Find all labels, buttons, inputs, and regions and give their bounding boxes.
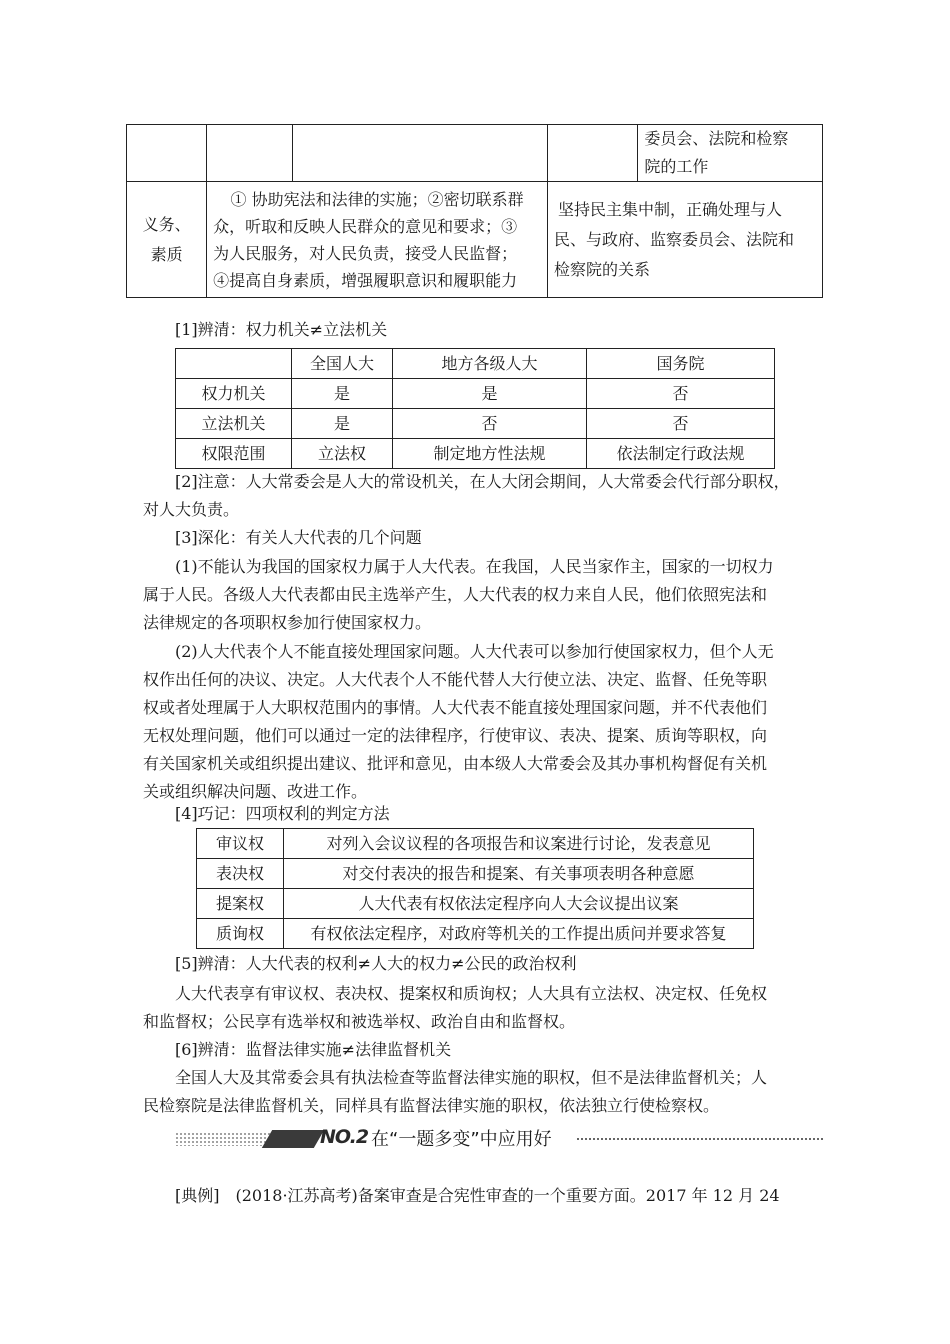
table-cell: 立法权 <box>292 439 393 469</box>
table-row <box>127 125 823 182</box>
table-cell <box>638 125 823 182</box>
section-banner <box>175 1124 825 1154</box>
table-row <box>197 919 754 949</box>
note-3-p2-line: 无权处理问题，他们可以通过一定的法律程序，行使审议、表决、提案、质询等职权，向 <box>143 726 768 745</box>
header-cell: 国务院 <box>587 349 775 379</box>
dotted-rule <box>577 1138 823 1140</box>
quality-line: 坚持民主集中制，正确处理与人 <box>557 199 782 219</box>
note-2 <box>175 468 825 496</box>
table-row <box>176 379 775 409</box>
header-cell <box>176 349 292 379</box>
compare-table <box>175 348 775 469</box>
duties-cell <box>207 182 548 298</box>
note-1-title: [1]辨清：权力机关≠立法机关 <box>175 320 388 339</box>
note-3-p2-line: 关或组织解决问题、改进工作。 <box>143 782 368 801</box>
section-number: NO.2 <box>320 1126 369 1148</box>
right-name-cell: 质询权 <box>197 919 284 949</box>
note-3-p1-line: (1)不能认为我国的国家权力属于人大代表。在我国，人民当家作主，国家的一切权力 <box>175 557 774 576</box>
quality-cell <box>547 182 822 298</box>
table-cell: 是 <box>292 379 393 409</box>
note-5-line: 和监督权；公民享有选举权和被选举权、政治自由和监督权。 <box>143 1012 576 1031</box>
table-cell: 否 <box>393 409 587 439</box>
table-row <box>197 889 754 919</box>
right-desc-cell: 有权依法定程序，对政府等机关的工作提出质问并要求答复 <box>284 919 754 949</box>
table-cell <box>127 125 207 182</box>
table-cell: 是 <box>292 409 393 439</box>
table-cell: 权限范围 <box>176 439 292 469</box>
table-header-row <box>176 349 775 379</box>
note-6-line: 民检察院是法律监督机关，同样具有监督法律实施的职权，依法独立行使检察权。 <box>143 1096 720 1115</box>
note-3-p1-line: 法律规定的各项职权参加行使国家权力。 <box>143 613 432 632</box>
section-title: 在“一题多变”中应用好 <box>371 1129 552 1150</box>
table-cell: 权力机关 <box>176 379 292 409</box>
table-cell: 否 <box>587 409 775 439</box>
row-label-line: 义务、 <box>142 214 191 234</box>
note-3-p1-line: 属于人民。各级人大代表都由民主选举产生，人大代表的权力来自人民，他们依照宪法和 <box>143 585 768 604</box>
table-row <box>197 829 754 859</box>
note-3-p2-line: 有关国家机关或组织提出建议、批评和意见，由本级人大常委会及其办事机构督促有关机 <box>143 754 768 773</box>
dotted-pattern <box>175 1132 270 1146</box>
table-cell: 是 <box>393 379 587 409</box>
row-label-cell <box>127 182 207 298</box>
note-2-line: [2]注意：人大常委会是人大的常设机关，在人大闭会期间，人大常委会代行部分职权， <box>175 472 790 491</box>
note-6-line: 全国人大及其常委会具有执法检查等监督法律实施的职权，但不是法律监督机关；人 <box>175 1068 768 1087</box>
duties-line: 为人民服务，对人民负责，接受人民监督； <box>213 243 518 263</box>
note-3-p2-line: 权作出任何的决议、决定。人大代表个人不能代替人大行使立法、决定、监督、任免等职 <box>143 670 768 689</box>
note-6-title: [6]辨清：监督法律实施≠法律监督机关 <box>175 1040 452 1059</box>
right-name-cell: 审议权 <box>197 829 284 859</box>
example-text: [典例] (2018·江苏高考)备案审查是合宪性审查的一个重要方面。2017 年 12 月 24 <box>175 1186 780 1205</box>
table-cell: 否 <box>587 379 775 409</box>
table-row <box>197 859 754 889</box>
note-3-title: [3]深化：有关人大代表的几个问题 <box>175 528 422 547</box>
table-cell <box>292 125 547 182</box>
table-row <box>176 439 775 469</box>
rep-duties-table <box>126 124 823 298</box>
table-cell: 依法制定行政法规 <box>587 439 775 469</box>
table-cell <box>547 125 637 182</box>
header-cell: 地方各级人大 <box>393 349 587 379</box>
note-4-title: [4]巧记：四项权利的判定方法 <box>175 804 390 823</box>
quality-line: 检察院的关系 <box>553 259 650 279</box>
table-row <box>127 182 823 298</box>
duties-line: 众，听取和反映人民群众的意见和要求；③ <box>213 216 518 236</box>
header-cell: 全国人大 <box>292 349 393 379</box>
table-cell: 制定地方性法规 <box>393 439 587 469</box>
row-label-line: 素质 <box>150 244 183 264</box>
note-5-line: 人大代表享有审议权、表决权、提案权和质询权；人大具有立法权、决定权、任免权 <box>175 984 768 1003</box>
duties-line: ④提高自身素质，增强履职意识和履职能力 <box>213 270 518 290</box>
note-5-title: [5]辨清：人大代表的权利≠人大的权力≠公民的政治权利 <box>175 954 577 973</box>
table-cell: 立法机关 <box>176 409 292 439</box>
table-row <box>176 409 775 439</box>
note-3-p2-line: 权或者处理属于人大职权范围内的事情。人大代表不能直接处理国家问题，并不代表他们 <box>143 698 768 717</box>
right-desc-cell: 对交付表决的报告和提案、有关事项表明各种意愿 <box>284 859 754 889</box>
right-name-cell: 提案权 <box>197 889 284 919</box>
quality-line: 民、与政府、监察委员会、法院和 <box>553 229 794 249</box>
rights-table <box>196 828 754 949</box>
right-name-cell: 表决权 <box>197 859 284 889</box>
duties-line: ① 协助宪法和法律的实施；②密切联系群 <box>230 189 524 209</box>
cell-line: 院的工作 <box>644 157 709 176</box>
note-2-line: 对人大负责。 <box>143 500 240 519</box>
right-desc-cell: 对列入会议议程的各项报告和议案进行讨论，发表意见 <box>284 829 754 859</box>
right-desc-cell: 人大代表有权依法定程序向人大会议提出议案 <box>284 889 754 919</box>
note-3-p2-line: (2)人大代表个人不能直接处理国家问题。人大代表可以参加行使国家权力，但个人无 <box>175 642 774 661</box>
slash-bar-icon <box>262 1130 324 1148</box>
table-cell <box>207 125 293 182</box>
cell-line: 委员会、法院和检察 <box>644 129 789 148</box>
